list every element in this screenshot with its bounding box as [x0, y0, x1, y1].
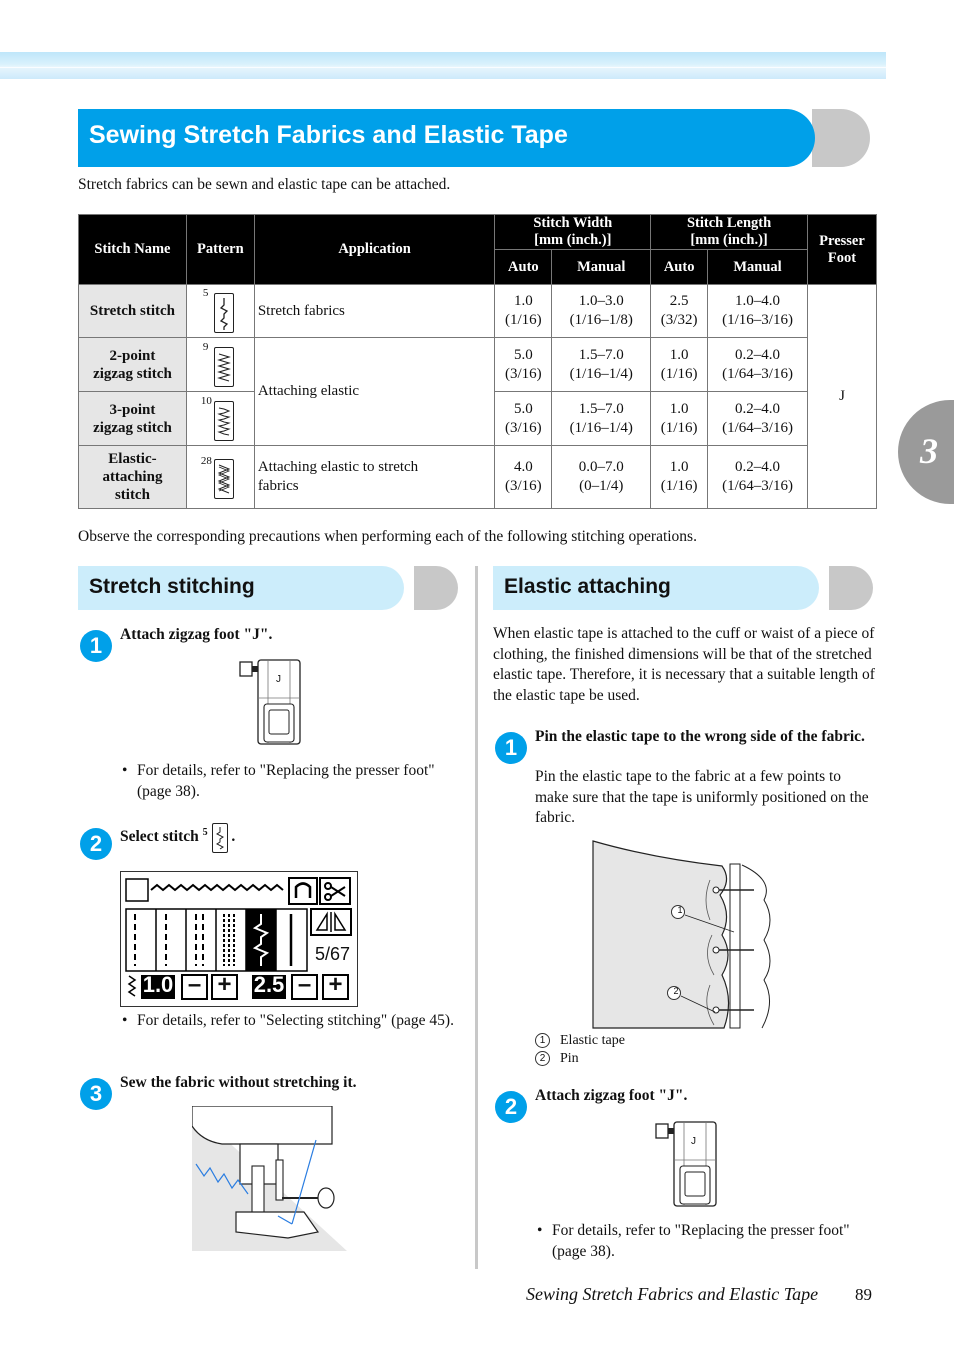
application-cell: Attaching elastic to stretch fabrics	[254, 446, 495, 509]
step-title: Attach zigzag foot "J".	[120, 626, 273, 643]
width-auto: 4.0 (3/16)	[495, 446, 552, 509]
reverse-icon	[289, 878, 317, 904]
width-manual: 1.5–7.0 (1/16–1/4)	[552, 338, 651, 392]
bullet-text: For details, refer to "Replacing the presser foot" (page 38).	[137, 762, 435, 800]
length-auto: 1.0 (1/16)	[651, 392, 708, 446]
sewing-illustration	[192, 1106, 348, 1252]
stretch-stitch-icon	[214, 293, 234, 333]
intro-text: Stretch fabrics can be sewn and elastic tape can be attached.	[78, 176, 451, 193]
header-stitch-width: Stitch Width [mm (inch.)]	[495, 215, 651, 250]
elastic-attaching-header	[493, 566, 819, 610]
step-number: 1	[80, 630, 112, 662]
lcd-screen	[120, 871, 358, 1007]
header-presser-foot: Presser Foot	[807, 215, 876, 285]
chapter-number: 3	[920, 431, 938, 471]
bullet-dot: •	[537, 1222, 543, 1239]
header-length-manual: Manual	[708, 250, 808, 285]
section-decoration	[414, 566, 458, 610]
scissors-icon	[320, 878, 350, 904]
legend-marker: 2	[535, 1051, 550, 1066]
application-cell: Attaching elastic	[254, 338, 495, 446]
pattern-number: 28	[200, 455, 212, 467]
bullet-text: For details, refer to "Replacing the presser foot" (page 38).	[552, 1222, 850, 1260]
bullet-item	[122, 1011, 462, 1032]
pattern-cell	[186, 338, 254, 392]
two-point-zigzag-icon	[214, 347, 234, 387]
header-application: Application	[254, 215, 495, 285]
header-stitch-name: Stitch Name	[79, 215, 187, 285]
step-number: 2	[495, 1091, 527, 1123]
elastic-attaching-icon	[214, 459, 234, 499]
three-point-zigzag-icon	[214, 401, 234, 441]
step-number: 3	[80, 1078, 112, 1110]
elastic-intro: When elastic tape is attached to the cuff or waist of a piece of clothing, the finished dimensions will be that of the stretched elastic tape. Therefore, it is necessary that a suitable length of the elastic tape be used.	[493, 625, 875, 704]
table-row	[79, 285, 877, 338]
zigzag-foot-j-illustration	[652, 1120, 722, 1208]
zigzag-foot-j-illustration	[236, 658, 306, 746]
width-manual: 1.5–7.0 (1/16–1/4)	[552, 392, 651, 446]
legend-marker: 1	[535, 1033, 550, 1048]
width-manual: 0.0–7.0 (0–1/4)	[552, 446, 651, 509]
stitch-count: 5/67	[315, 944, 351, 964]
foot-j-icon	[126, 879, 148, 901]
stitch-name: 3-point zigzag stitch	[79, 392, 187, 446]
length-manual: 0.2–4.0 (1/64–3/16)	[708, 446, 808, 509]
foot-label: J	[691, 1136, 696, 1147]
width-auto: 1.0 (1/16)	[495, 285, 552, 338]
bullet-item	[122, 761, 452, 802]
pattern-cell	[186, 285, 254, 338]
pattern-cell	[186, 446, 254, 509]
stretch-stitching-header	[78, 566, 404, 610]
legend-label: Pin	[560, 1051, 579, 1066]
application-cell: Stretch fabrics	[254, 285, 495, 338]
bullet-dot: •	[122, 762, 128, 779]
stitch-name: Elastic- attaching stitch	[79, 446, 187, 509]
step-title-text: Select stitch	[120, 828, 199, 846]
length-manual: 0.2–4.0 (1/64–3/16)	[708, 392, 808, 446]
width-value: 1.0	[142, 972, 174, 997]
header-width-auto: Auto	[495, 250, 552, 285]
length-manual: 0.2–4.0 (1/64–3/16)	[708, 338, 808, 392]
width-minus-label[interactable]: –	[187, 971, 202, 998]
length-auto: 1.0 (1/16)	[651, 338, 708, 392]
step-description: Pin the elastic tape to the fabric at a few points to make sure that the tape is uniformly positioned on the fabric.	[535, 768, 869, 826]
pattern-number: 5	[202, 287, 209, 299]
elastic-attaching-heading: Elastic attaching	[504, 575, 671, 598]
column-divider	[475, 566, 478, 1269]
page-title: Sewing Stretch Fabrics and Elastic Tape	[89, 121, 568, 149]
section-decoration	[829, 566, 873, 610]
length-auto: 2.5 (3/32)	[651, 285, 708, 338]
legend-label: Elastic tape	[560, 1033, 625, 1048]
bullet-item	[537, 1221, 867, 1262]
pattern-number: 9	[202, 340, 209, 353]
bullet-text: For details, refer to "Selecting stitching" (page 45).	[137, 1012, 454, 1029]
length-plus-label[interactable]: +	[328, 971, 343, 998]
header-width-manual: Manual	[552, 250, 651, 285]
presser-foot-cell: J	[807, 285, 876, 509]
step-number: 2	[80, 828, 112, 860]
legend-item	[535, 1032, 625, 1050]
step-number: 1	[495, 732, 527, 764]
header-stitch-length: Stitch Length [mm (inch.)]	[651, 215, 808, 250]
stitch-number: 5	[202, 827, 208, 838]
width-auto: 5.0 (3/16)	[495, 338, 552, 392]
header-pattern: Pattern	[186, 215, 254, 285]
bullet-dot: •	[122, 1012, 128, 1029]
table-row	[79, 446, 877, 509]
foot-label: J	[276, 674, 281, 685]
stitch-preview-line	[151, 885, 283, 890]
elastic-tape-illustration	[592, 840, 772, 1030]
length-manual: 1.0–4.0 (1/16–3/16)	[708, 285, 808, 338]
length-auto: 1.0 (1/16)	[651, 446, 708, 509]
step-title	[120, 822, 235, 853]
stretch-stitching-heading: Stretch stitching	[89, 575, 255, 598]
header-length-auto: Auto	[651, 250, 708, 285]
page-title-bar	[78, 109, 815, 167]
chapter-tab[interactable]	[898, 400, 954, 504]
callout-label-2: 2	[673, 986, 679, 996]
footer-title: Sewing Stretch Fabrics and Elastic Tape	[526, 1284, 819, 1304]
step-title: Pin the elastic tape to the wrong side of the fabric.	[535, 728, 865, 745]
width-plus-label[interactable]: +	[217, 971, 232, 998]
stitch-table	[78, 214, 877, 509]
table-row	[79, 338, 877, 392]
step-title-end: .	[231, 828, 236, 846]
title-decoration	[812, 109, 870, 167]
width-auto: 5.0 (3/16)	[495, 392, 552, 446]
stitch-name: Stretch stitch	[79, 285, 187, 338]
pattern-number: 10	[200, 394, 212, 407]
width-icon	[129, 976, 135, 996]
step-title: Sew the fabric without stretching it.	[120, 1074, 357, 1091]
pattern-cell	[186, 392, 254, 446]
page-number: 89	[855, 1285, 872, 1304]
stitch-name: 2-point zigzag stitch	[79, 338, 187, 392]
length-minus-label[interactable]: –	[297, 971, 312, 998]
stretch-stitch-icon	[212, 823, 228, 853]
width-manual: 1.0–3.0 (1/16–1/8)	[552, 285, 651, 338]
step-title: Attach zigzag foot "J".	[535, 1087, 688, 1104]
length-value: 2.5	[253, 972, 285, 997]
observe-text: Observe the corresponding precautions when performing each of the following stitching operations.	[78, 528, 697, 545]
callout-label-1: 1	[677, 905, 683, 915]
header-band	[0, 52, 886, 79]
legend-item	[535, 1050, 579, 1068]
